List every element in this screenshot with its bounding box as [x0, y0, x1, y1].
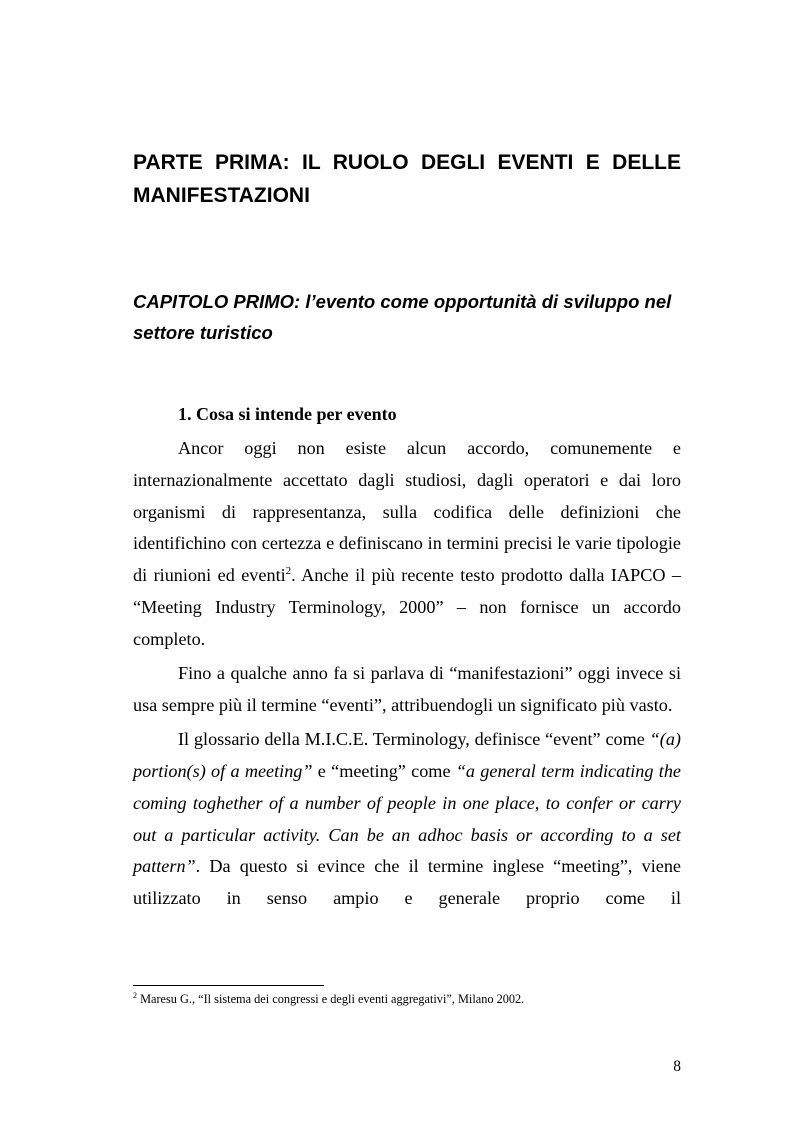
paragraph-1-text-b: . Anche il più recente testo prodotto dalla IAPCO – “Meeting Industry Terminology, 2000” – non fornisce un accordo completo. [133, 565, 681, 649]
paragraph-1-text-a: Ancor oggi non esiste alcun accordo, comunemente e internazionalmente accettato dagli studiosi, dagli operatori e dai loro organismi di rappresentanza, sulla codifica delle definizioni che identifichino con certezza e definiscano in termini precisi le varie tipologie di riunioni ed eventi [133, 438, 681, 586]
paragraph-3-text-a: Il glossario della M.I.C.E. Terminology, definisce “event” come [178, 729, 650, 750]
paragraph-1 [133, 433, 681, 656]
paragraph-3-text-c: . Da questo si evince che il termine inglese “meeting”, viene utilizzato in senso ampio e generale proprio come il [133, 856, 681, 909]
footnote [133, 991, 681, 1007]
paragraph-3 [133, 724, 681, 915]
footnote-number: 2 [133, 991, 137, 1000]
page-number: 8 [673, 1058, 681, 1075]
footnote-reference: 2 [285, 565, 292, 578]
chapter-title: CAPITOLO PRIMO: l’evento come opportunità di sviluppo nel settore turistico [133, 291, 672, 343]
section-title: 1. Cosa si intende per evento [178, 404, 397, 424]
footnote-divider [133, 985, 324, 986]
paragraph-3-quote-2: “a general term indicating the coming toghether of a number of people in one place, to confer or carry out a particular activity. Can be an adhoc basis or according to a set pattern” [133, 760, 681, 877]
part-title: PARTE PRIMA: IL RUOLO DEGLI EVENTI E DELLE MANIFESTAZIONI [133, 151, 681, 207]
footnote-text: Maresu G., “Il sistema dei congressi e degli eventi aggregativi”, Milano 2002. [137, 992, 525, 1006]
paragraph-3-quote-1: “(a) portion(s) of a meeting” [133, 729, 681, 781]
paragraph-2: Fino a qualche anno fa si parlava di “manifestazioni” oggi invece si usa sempre più il termine “eventi”, attribuendogli un significato più vasto. [133, 663, 681, 715]
body-text [133, 433, 681, 917]
paragraph-3-text-b: e “meeting” come [312, 760, 456, 781]
